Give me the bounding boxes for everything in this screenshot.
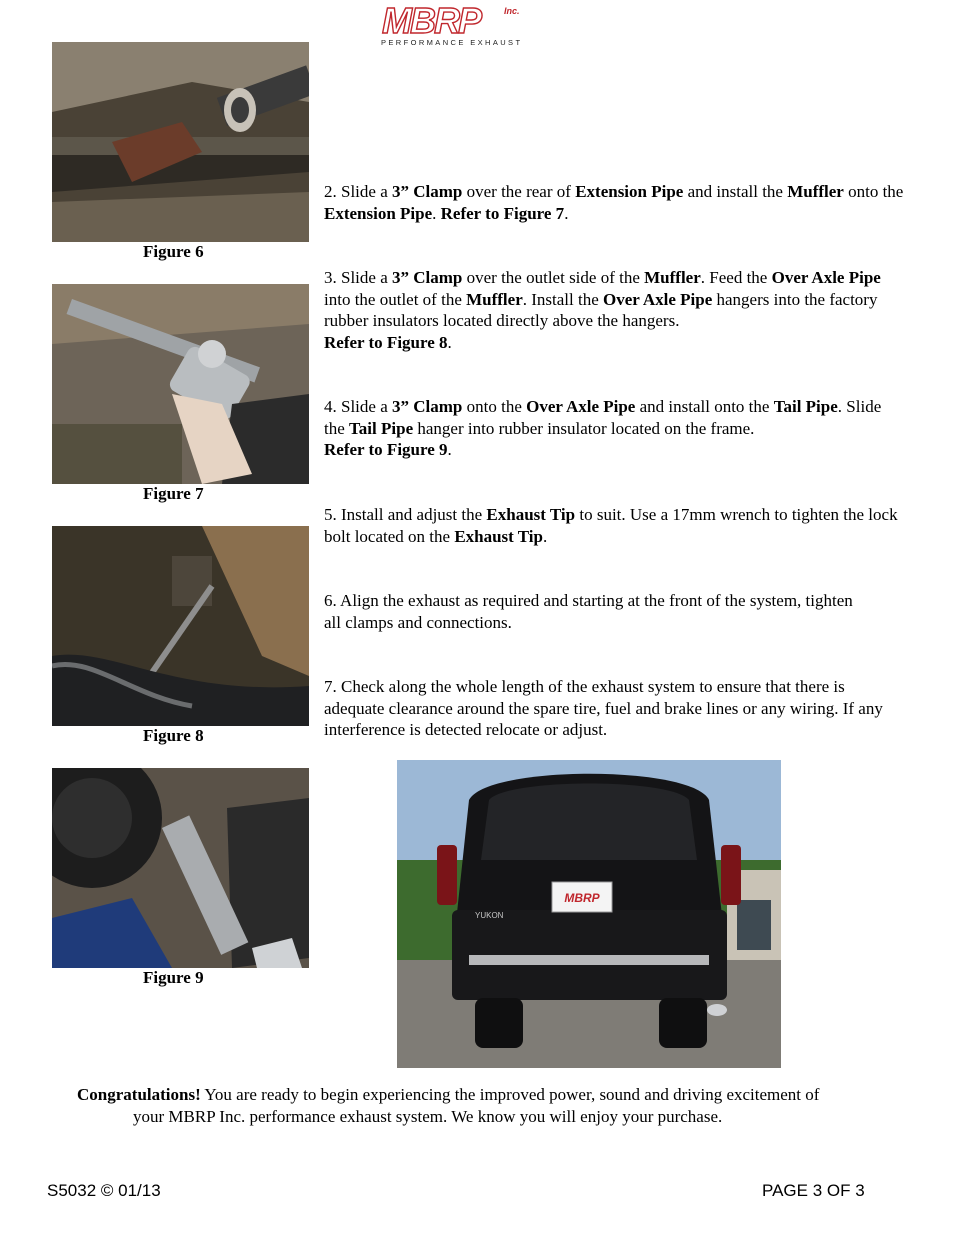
figure-9-caption: Figure 9 bbox=[143, 968, 204, 987]
vehicle-photo bbox=[397, 760, 781, 1068]
figure-6-photo bbox=[52, 42, 309, 242]
congratulations-message bbox=[77, 1084, 907, 1127]
congrats-bold: Congratulations! bbox=[77, 1085, 201, 1104]
step-7: 7. Check along the whole length of the exhaust system to ensure that there is adequate clearance around the spare tire, fuel and brake lines or any wiring. If any interference is detected relocate or adjust. bbox=[324, 677, 883, 739]
step-6: 6. Align the exhaust as required and starting at the front of the system, tighten all clamps and connections. bbox=[324, 591, 853, 632]
logo-wordmark: MBRP bbox=[382, 0, 480, 41]
congrats-line1: You are ready to begin experiencing the improved power, sound and driving excitement of bbox=[200, 1085, 820, 1104]
logo-tagline: PERFORMANCE EXHAUST bbox=[381, 38, 523, 47]
logo-inc: Inc. bbox=[504, 6, 520, 16]
figure-7-caption: Figure 7 bbox=[143, 484, 204, 503]
figure-8-photo bbox=[52, 526, 309, 726]
step-3: 3. Slide a 3” Clamp over the outlet side of the Muffler. Feed the Over Axle Pipe into the outlet of the Muffler. Install the Over Axle Pipe hangers into the factory rubber insulators located directly above the hangers. Refer to Figure 8. bbox=[324, 268, 881, 352]
congrats-line2: your MBRP Inc. performance exhaust system. We know you will enjoy your purchase. bbox=[133, 1106, 723, 1126]
footer-doc-code: S5032 © 01/13 bbox=[47, 1181, 161, 1200]
footer-page-number: PAGE 3 OF 3 bbox=[762, 1181, 865, 1200]
mbrp-logo bbox=[378, 0, 528, 48]
step-5: 5. Install and adjust the Exhaust Tip to suit. Use a 17mm wrench to tighten the lock bolt located on the Exhaust Tip. bbox=[324, 505, 898, 546]
step-4: 4. Slide a 3” Clamp onto the Over Axle Pipe and install onto the Tail Pipe. Slide the Tail Pipe hanger into rubber insulator located on the frame. Refer to Figure 9. bbox=[324, 397, 882, 459]
figure-6-caption: Figure 6 bbox=[143, 242, 204, 261]
badge-text: YUKON bbox=[475, 911, 504, 920]
plate-text: MBRP bbox=[564, 891, 600, 905]
step-2: 2. Slide a 3” Clamp over the rear of Extension Pipe and install the Muffler onto the Extension Pipe. Refer to Figure 7. bbox=[324, 182, 904, 223]
figure-7-photo bbox=[52, 284, 309, 484]
figure-9-photo bbox=[52, 768, 309, 968]
figure-8-caption: Figure 8 bbox=[143, 726, 204, 745]
